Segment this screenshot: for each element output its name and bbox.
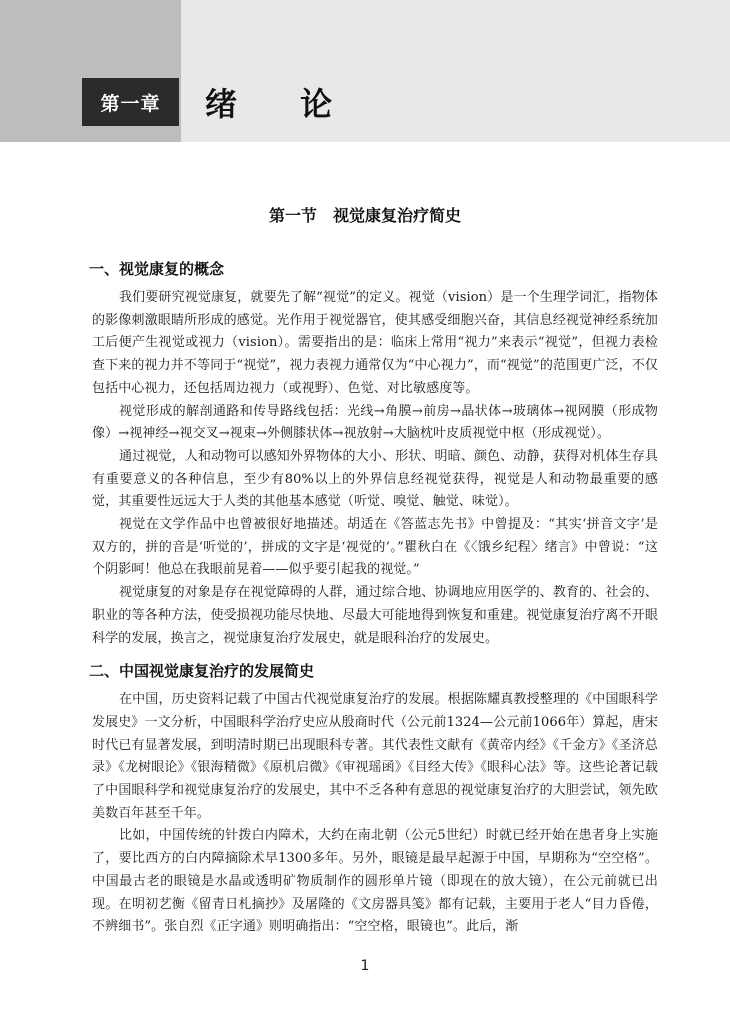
subsection-heading: 二、中国视觉康复治疗的发展简史: [89, 662, 315, 681]
section-title: 第一节 视觉康复治疗简史: [268, 206, 461, 225]
paragraph: 比如，中国传统的针拨白内障术，大约在南北朝（公元5世纪）时就已经开始在患者身上实施了，要比西方的白内障摘除术早1300多年。另外，眼镜是最早起源于中国，早期称为“空空格”。中国最古老的眼镜是水晶或透明矿物质制作的圆形单片镜（即现在的放大镜），在公元前就已出现。在明初艺衡《留青日札摘抄》及屠隆的《文房器具笺》都有记载，主要用于老人“目力昏倦，不辨细书”。张自烈《正字通》则明确指出：“空空格，眼镜也”。此后，渐: [92, 828, 658, 935]
paragraph: 视觉康复的对象是存在视觉障碍的人群，通过综合地、协调地应用医学的、教育的、社会的、职业的等各种方法，使受损视功能尽快地、尽最大可能地得到恢复和重建。视觉康复治疗离不开眼科学的发展，换言之，视觉康复治疗发展史，就是眼科治疗的发展史。: [92, 585, 658, 646]
paragraph: 在中国，历史资料记载了中国古代视觉康复治疗的发展。根据陈耀真教授整理的《中国眼科学发展史》一文分析，中国眼科学治疗史应从殷商时代（公元前1324—公元前1066年）算起，唐宋时代已有显著发展，到明清时期已出现眼科专著。其代表性文献有《黄帝内经》《千金方》《圣济总录》《龙树眼论》《银海精微》《原机启微》《审视瑶函》《目经大传》《眼科心法》等。这些论著记载了中国眼科学和视觉康复治疗的发展史，其中不乏各种有意思的视觉康复治疗的大胆尝试，领先欧美数百年甚至千年。: [92, 692, 658, 821]
subsection-history: [89, 660, 658, 939]
paragraph: 视觉在文学作品中也曾被很好地描述。胡适在《答蓝志先书》中曾提及：“其实‘拼音文字’是双方的，拼的音是‘听觉的’，拼成的文字是‘视觉的’。”瞿秋白在《〈饿乡纪程〉绪言》中曾说：“这个阴影呵！他总在我眼前晃着——似乎要引起我的视觉。”: [92, 517, 658, 578]
subsection-heading: 一、视觉康复的概念: [89, 260, 225, 278]
paragraph: 我们要研究视觉康复，就要先了解“视觉”的定义。视觉（vision）是一个生理学词汇，指物体的影像刺激眼睛所形成的感觉。光作用于视觉器官，使其感受细胞兴奋，其信息经视觉神经系统加工后便产生视觉或视力（vision）。需要指出的是：临床上常用“视力”来表示“视觉”，但视力表检查下来的视力并不等同于“视觉”，视力表视力通常仅为“中心视力”，而“视觉”的范围更广泛，不仅包括中心视力，还包括周边视力（或视野）、色觉、对比敏感度等。: [92, 290, 658, 396]
subsection-concept: [89, 258, 658, 650]
paragraph: 通过视觉，人和动物可以感知外界物体的大小、形状、明暗、颜色、动静，获得对机体生存具有重要意义的各种信息，至少有80%以上的外界信息经视觉获得，视觉是人和动物最重要的感觉，其重要性远远大于人类的其他基本感觉（听觉、嗅觉、触觉、味觉）。: [92, 448, 658, 510]
paragraph: 视觉形成的解剖通路和传导路线包括：光线→角膜→前房→晶状体→玻璃体→视网膜（形成物像）→视神经→视交叉→视束→外侧膝状体→视放射→大脑枕叶皮质视觉中枢（形成视觉）。: [92, 403, 658, 442]
chapter-label: 第一章: [82, 78, 179, 126]
chapter-title: 绪 论: [205, 85, 359, 123]
body-content: [89, 258, 658, 939]
page-number: 1: [360, 958, 370, 974]
